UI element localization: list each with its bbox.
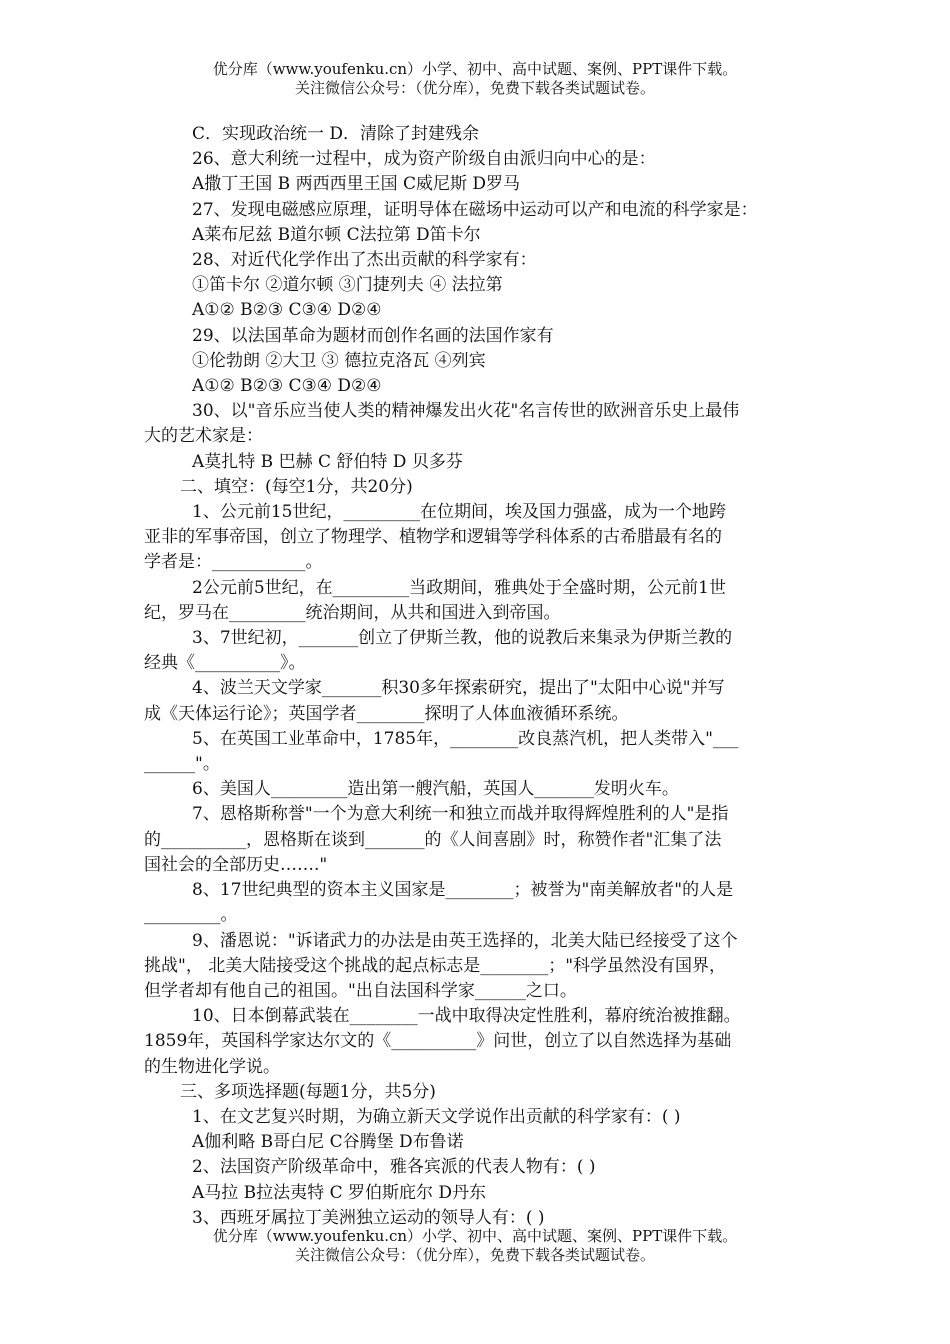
fill-10-cont: 1859年，英国科学家达尔文的《__________》问世，创立了以自然选择为基础 [144, 1031, 732, 1052]
exam-content [144, 122, 806, 1231]
option-line: C．实现政治统一 D．清除了封建残余 [192, 124, 480, 144]
section-3-heading: 三、多项选择题(每题1分，共5分) [180, 1081, 436, 1102]
fill-10: 10、日本倒幕武装在________一战中取得决定性胜利，幕府统治被推翻。 [192, 1006, 741, 1027]
options-26: A撒丁王国 B 两西西里王国 C威尼斯 D罗马 [192, 174, 521, 195]
fill-5-cont: ______"。 [144, 754, 220, 775]
multi-2: 2、法国资产阶级革命中，雅各宾派的代表人物有：( ) [192, 1157, 596, 1178]
fill-1: 1、公元前15世纪，_________在位期间，埃及国力强盛，成为一个地跨 [192, 502, 726, 523]
multi-1-options: A伽利略 B哥白尼 C谷腾堡 D布鲁诺 [192, 1132, 464, 1153]
fill-8-cont: _________。 [144, 905, 238, 926]
fill-1-cont: 亚非的军事帝国，创立了物理学、植物学和逻辑等学科体系的古希腊最有名的 [144, 527, 722, 548]
page-footer [0, 1227, 950, 1265]
multi-1: 1、在文艺复兴时期，为确立新天文学说作出贡献的科学家有：( ) [192, 1106, 681, 1127]
fill-3-cont: 经典《__________》。 [144, 653, 306, 674]
items-28: ①笛卡尔 ②道尔顿 ③门捷列夫 ④ 法拉第 [192, 275, 503, 296]
header-line-2: 关注微信公众号：（优分库），免费下载各类试题试卷。 [294, 79, 655, 97]
options-29: A①② B②③ C③④ D②④ [192, 376, 382, 397]
fill-7-cont: 的__________，恩格斯在谈到_______的《人间喜剧》时，称赞作者"汇集了法 [144, 829, 722, 850]
options-27: A莱布尼兹 B道尔顿 C法拉第 D笛卡尔 [192, 224, 481, 245]
fill-9: 9、潘恩说："诉诸武力的办法是由英王选择的，北美大陆已经接受了这个 [192, 930, 738, 951]
section-2-heading: 二、填空：(每空1分，共20分) [180, 476, 413, 497]
header-line-1: 优分库（www.youfenku.cn）小学、初中、高中试题、案例、PPT课件下载。 [212, 60, 738, 78]
fill-9-cont: 但学者却有他自己的祖国。"出自法国科学家______之口。 [144, 980, 577, 1001]
fill-8: 8、17世纪典型的资本主义国家是________；被誉为"南美解放者"的人是 [192, 880, 734, 901]
fill-6: 6、美国人_________造出第一艘汽船，英国人_______发明火车。 [192, 779, 679, 800]
fill-9-cont: 挑战"， 北美大陆接受这个挑战的起点标志是________；"科学虽然没有国界， [144, 955, 727, 976]
fill-4: 4、波兰天文学家_______积30多年探索研究，提出了"太阳中心说"并写 [192, 678, 725, 699]
multi-2-options: A马拉 B拉法夷特 C 罗伯斯庇尔 D丹东 [192, 1182, 487, 1203]
options-28: A①② B②③ C③④ D②④ [192, 300, 382, 321]
fill-2: 2公元前5世纪，在_________当政期间，雅典处于全盛时期，公元前1世 [192, 577, 726, 598]
fill-7: 7、恩格斯称誉"一个为意大利统一和独立而战并取得辉煌胜利的人"是指 [192, 804, 729, 825]
fill-3: 3、7世纪初，_______创立了伊斯兰教，他的说教后来集录为伊斯兰教的 [192, 628, 733, 649]
question-29: 29、以法国革命为题材而创作名画的法国作家有 [192, 325, 554, 346]
page-header [0, 60, 950, 98]
question-27: 27、发现电磁感应原理，证明导体在磁场中运动可以产和电流的科学家是： [192, 199, 758, 220]
question-26: 26、意大利统一过程中，成为资产阶级自由派归向中心的是： [192, 149, 656, 170]
question-30: 30、以"音乐应当使人类的精神爆发出火花"名言传世的欧洲音乐史上最伟 [192, 401, 740, 422]
footer-line-1: 优分库（www.youfenku.cn）小学、初中、高中试题、案例、PPT课件下载。 [212, 1227, 738, 1245]
options-30: A莫扎特 B 巴赫 C 舒伯特 D 贝多芬 [192, 451, 463, 472]
fill-5: 5、在英国工业革命中，1785年，________改良蒸汽机，把人类带入"___ [192, 728, 739, 749]
question-28: 28、对近代化学作出了杰出贡献的科学家有： [192, 250, 537, 271]
multi-3: 3、西班牙属拉丁美洲独立运动的领导人有：( ) [192, 1207, 545, 1228]
fill-7-cont: 国社会的全部历史……." [144, 854, 328, 875]
question-30-cont: 大的艺术家是： [144, 426, 263, 447]
fill-2-cont: 纪，罗马在_________统治期间，从共和国进入到帝国。 [144, 602, 561, 623]
fill-1-cont: 学者是：___________。 [144, 552, 323, 573]
fill-10-cont: 的生物进化学说。 [144, 1056, 280, 1077]
items-29: ①伦勃朗 ②大卫 ③ 德拉克洛瓦 ④列宾 [192, 350, 486, 371]
footer-line-2: 关注微信公众号：（优分库），免费下载各类试题试卷。 [294, 1246, 655, 1264]
fill-4-cont: 成《天体运行论》；英国学者________探明了人体血液循环系统。 [144, 703, 629, 724]
